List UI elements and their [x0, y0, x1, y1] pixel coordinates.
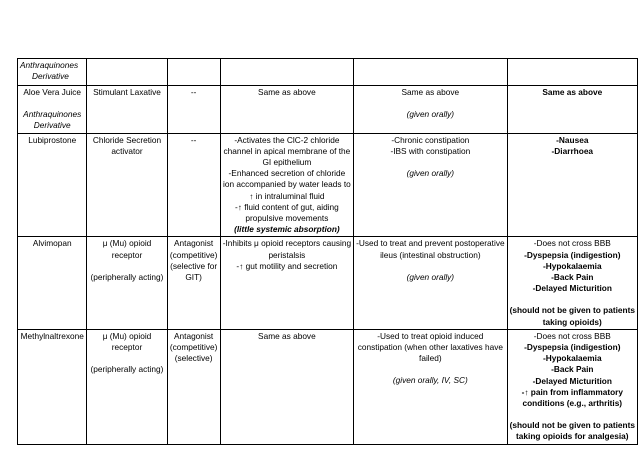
effect-line: -Dyspepsia (indigestion) — [524, 249, 621, 260]
drug-class: μ (Mu) opioid — [102, 330, 152, 341]
drug-class: activator — [111, 145, 143, 156]
route-note: (given orally, IV, SC) — [392, 375, 468, 386]
warning-line: (should not be given to patients — [509, 420, 635, 431]
drug-name: Methylnaltrexone — [20, 330, 84, 341]
use-line: failed) — [419, 353, 442, 364]
absorption-note: (little systemic absorption) — [234, 224, 340, 235]
mechanism-line: -Enhanced secretion of chloride — [228, 168, 346, 179]
mechanism-text: Same as above — [258, 330, 316, 341]
drug-name-cell — [18, 237, 87, 329]
effect-line: -Diarrhoea — [551, 145, 594, 156]
effect-line: -Nausea — [556, 134, 589, 145]
class-cell — [87, 329, 167, 444]
route-note: (given orally) — [406, 271, 455, 282]
effect-line: -Dyspepsia (indigestion) — [524, 342, 621, 353]
drug-class: Chloride Secretion — [92, 134, 162, 145]
drug-class: Stimulant Laxative — [93, 87, 161, 97]
moa-cell — [220, 59, 353, 86]
effect-line: -↑ pain from inflammatory — [521, 386, 623, 397]
drug-type: -- — [190, 134, 197, 145]
drug-name-cell — [18, 133, 87, 237]
effect-line: -Hypokalaemia — [543, 353, 602, 364]
effects-cell — [507, 237, 637, 329]
mechanism-line: propulsive movements — [245, 213, 329, 224]
type-cell — [167, 237, 220, 329]
drug-name-cell — [18, 86, 87, 134]
route-note: (given orally) — [406, 109, 455, 120]
effects-cell — [507, 329, 637, 444]
mechanism-line: -Activates the ClC-2 chloride — [234, 134, 340, 145]
warning-line: taking opioids for analgesia) — [516, 431, 629, 442]
use-cell — [354, 59, 508, 86]
effects-cell — [507, 133, 637, 237]
drug-class-note: (peripherally acting) — [90, 271, 164, 282]
mechanism-line: GI epithelium — [262, 157, 312, 168]
drug-class: receptor — [111, 342, 143, 353]
mechanism-line: peristalsis — [268, 249, 306, 260]
use-cell — [354, 86, 508, 134]
use-cell — [354, 237, 508, 329]
class-cell — [87, 86, 167, 134]
effect-line: -Hypokalaemia — [543, 260, 602, 271]
table-row-aloe-vera — [18, 86, 638, 134]
drug-name-line: Anthraquinones — [20, 60, 79, 70]
type-cell — [167, 86, 220, 134]
drug-class-note: (peripherally acting) — [90, 364, 164, 375]
effects-cell — [507, 59, 637, 86]
use-line: constipation (when other laxatives have — [357, 342, 503, 353]
warning-line: taking opioids) — [542, 316, 602, 327]
effect-line: -Back Pain — [551, 364, 594, 375]
mechanism-line: -Inhibits μ opioid receptors causing — [222, 238, 352, 249]
drug-type: (selective) — [174, 353, 213, 364]
drug-name-cell — [18, 59, 87, 86]
drug-name-line: Derivative — [32, 71, 69, 82]
drug-class: μ (Mu) opioid — [102, 238, 152, 249]
drug-class: receptor — [111, 249, 143, 260]
effects-cell — [507, 86, 637, 134]
mechanism-line: channel in apical membrane of the — [223, 145, 351, 156]
table-row-alvimopan — [18, 237, 638, 329]
mechanism-text: Same as above — [258, 87, 316, 97]
effect-line: -Does not cross BBB — [533, 330, 611, 341]
table-row-methylnaltrexone — [18, 329, 638, 444]
route-note: (given orally) — [406, 168, 455, 179]
type-cell — [167, 329, 220, 444]
drug-name: Aloe Vera Juice — [23, 87, 82, 97]
drug-type: -- — [190, 87, 197, 97]
drug-type: Antagonist — [174, 238, 214, 249]
table-row-anthraquinones — [18, 59, 638, 86]
moa-cell — [220, 133, 353, 237]
drug-name: Alvimopan — [32, 238, 72, 249]
type-cell — [167, 59, 220, 86]
drug-type: (competitive) — [169, 249, 218, 260]
warning-line: (should not be given to patients — [509, 305, 635, 316]
type-cell — [167, 133, 220, 237]
use-line: -Chronic constipation — [391, 134, 470, 145]
effect-line: -Delayed Micturition — [532, 375, 612, 386]
use-cell — [354, 329, 508, 444]
effects-text: Same as above — [542, 87, 603, 97]
drug-type: Antagonist — [174, 330, 214, 341]
mechanism-line: -↑ gut motility and secretion — [236, 260, 338, 271]
drug-type: (selective for — [170, 260, 218, 271]
table-row-lubiprostone — [18, 133, 638, 237]
use-text: Same as above — [401, 87, 460, 97]
moa-cell — [220, 237, 353, 329]
use-line: -Used to treat and prevent postoperative — [356, 238, 505, 249]
use-line: -Used to treat opioid induced — [377, 330, 484, 341]
drug-subclass: Anthraquinones — [23, 109, 82, 120]
drug-table-page — [17, 58, 638, 445]
moa-cell — [220, 86, 353, 134]
use-line: ileus (intestinal obstruction) — [380, 249, 481, 260]
drug-table — [17, 58, 638, 445]
class-cell — [87, 133, 167, 237]
effect-line: -Does not cross BBB — [533, 238, 611, 249]
use-line: -IBS with constipation — [390, 145, 471, 156]
drug-name: Lubiprostone — [28, 134, 77, 145]
effect-line: conditions (e.g., arthritis) — [522, 398, 623, 409]
drug-type: (competitive) — [169, 342, 218, 353]
mechanism-line: ↑ in intraluminal fluid — [249, 190, 325, 201]
drug-type: GIT) — [185, 272, 202, 283]
use-cell — [354, 133, 508, 237]
effect-line: -Back Pain — [551, 272, 594, 283]
effect-line: -Delayed Micturition — [532, 283, 612, 294]
drug-name-cell — [18, 329, 87, 444]
class-cell — [87, 59, 167, 86]
drug-subclass: Derivative — [33, 120, 71, 131]
mechanism-line: -↑ fluid content of gut, aiding — [234, 201, 339, 212]
mechanism-line: ion accompanied by water leads to — [223, 179, 351, 190]
moa-cell — [220, 329, 353, 444]
class-cell — [87, 237, 167, 329]
